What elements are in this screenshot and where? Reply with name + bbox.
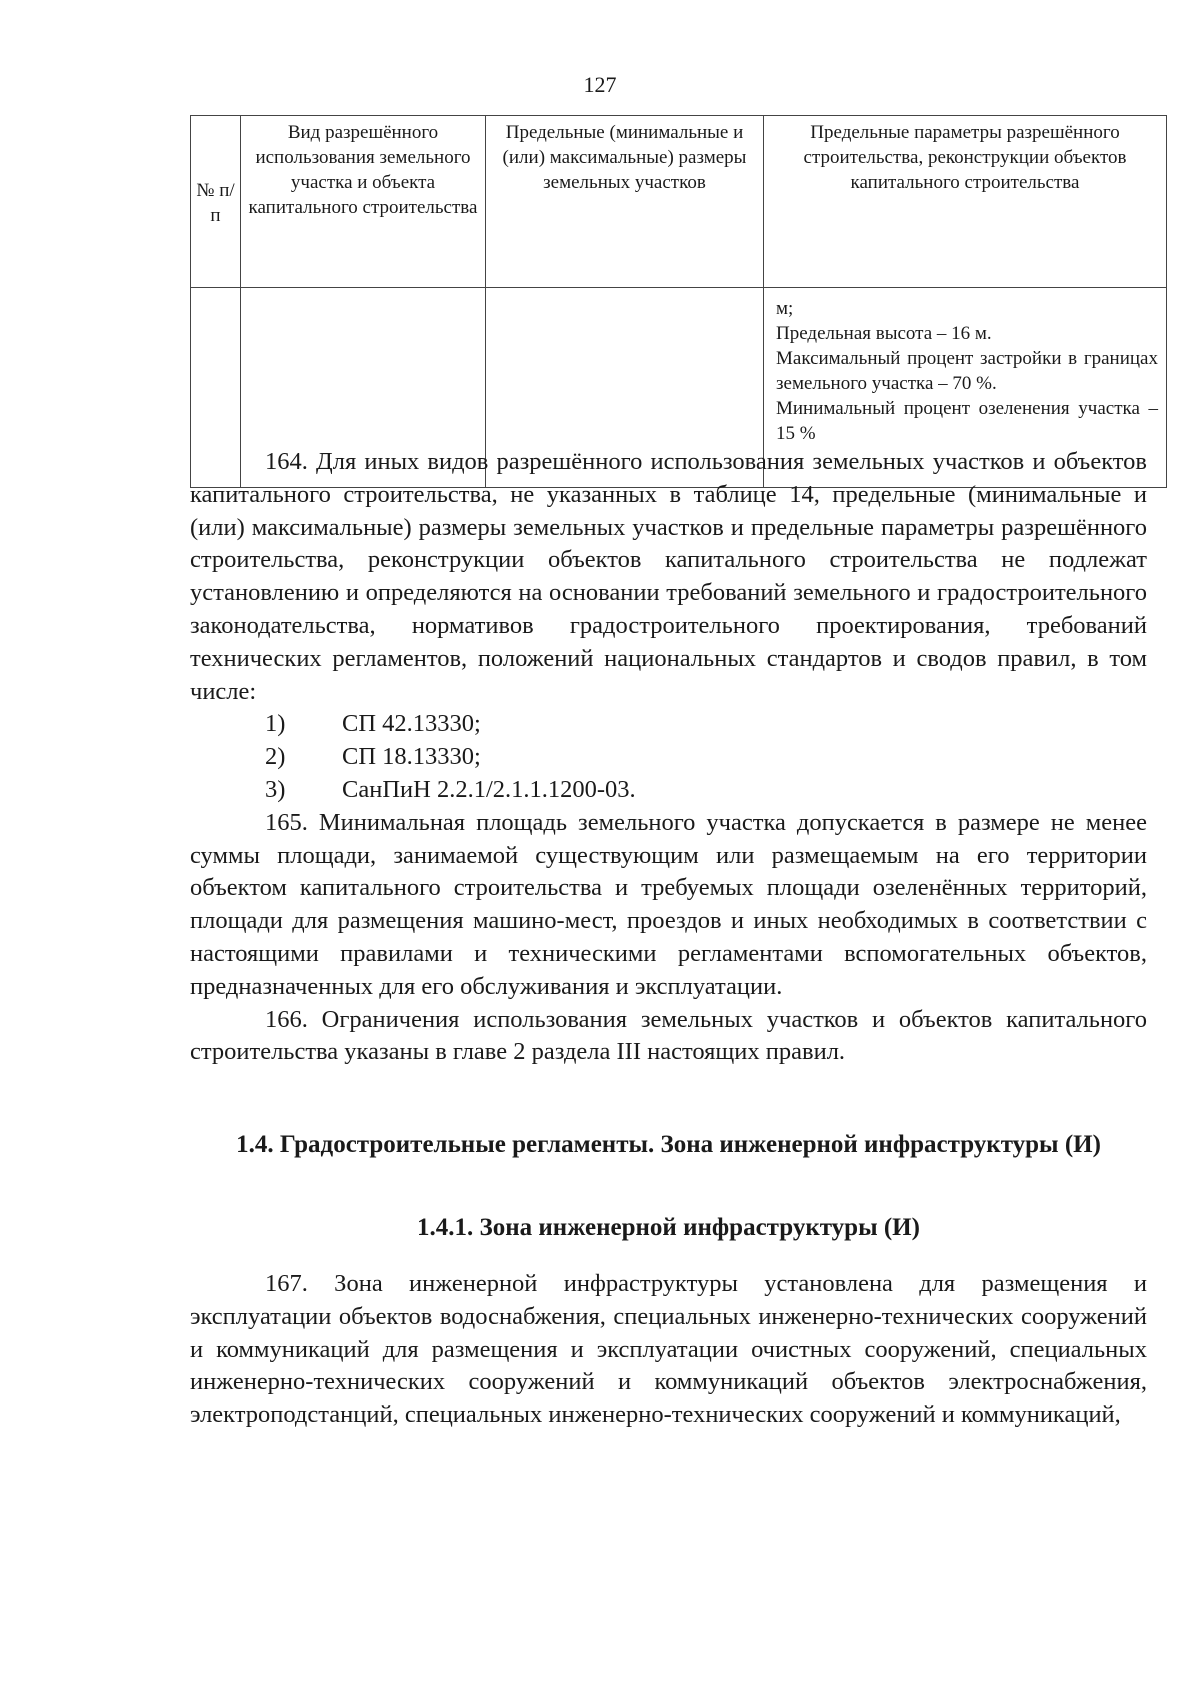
param-line: м; xyxy=(776,298,794,319)
paragraph-164: 164. Для иных видов разрешённого использования земельных участков и объектов капитального строительства, не указанных в таблице 14, предельные (минимальные и (или) максимальные) размеры земельных участков и предельные параметры разрешённого строительства, реконструкции объектов капитального строительства не подлежат установлению и определяются на основании требований земельного и градостроительного законодательства, нормативов градостроительного проектирования, требований технических регламентов, положений национальных стандартов и сводов правил, в том числе: xyxy=(190,448,1147,705)
table-header-row xyxy=(191,116,1167,288)
body-text-block xyxy=(190,446,1147,1069)
page-number: 127 xyxy=(583,72,617,97)
list-text: СП 18.13330; xyxy=(342,743,481,771)
header-number: № п/п xyxy=(191,116,241,288)
list-text: СанПиН 2.2.1/2.1.1.1200-03. xyxy=(342,775,636,803)
section-heading: 1.4. Градостроительные регламенты. Зона инженерной инфраструктуры (И) xyxy=(236,1131,1101,1158)
regulations-table xyxy=(190,115,1167,488)
list-number: 2) xyxy=(265,743,286,771)
list-text: СП 42.13330; xyxy=(342,710,481,738)
paragraph-165: 165. Минимальная площадь земельного участка допускается в размере не менее суммы площади, занимаемой существующим или размещаемым на его территории объектом капитального строительства и требуемых площади озеленённых территорий, площади для размещения машино-мест, проездов и иных необходимых в соответствии с настоящими правилами и техническими регламентами вспомогательных объектов, предназначенных для его обслуживания и эксплуатации. xyxy=(190,808,1147,1000)
list-item xyxy=(190,774,1147,807)
body-text-block-167 xyxy=(190,1268,1147,1432)
list-item xyxy=(190,741,1147,774)
list-item xyxy=(190,708,1147,741)
list-number: 3) xyxy=(265,775,286,803)
header-plot-size: Предельные (минимальные и (или) максимальные) размеры земельных участков xyxy=(486,116,764,288)
param-line: Минимальный процент озеленения участка – 15 % xyxy=(776,398,1158,444)
header-permitted-use: Вид разрешённого использования земельного участка и объекта капитального строительства xyxy=(241,116,486,288)
paragraph-166: 166. Ограничения использования земельных участков и объектов капитального строительства указаны в главе 2 раздела III настоящих правил. xyxy=(190,1005,1147,1066)
subsection-heading: 1.4.1. Зона инженерной инфраструктуры (И) xyxy=(417,1214,920,1241)
header-construction-params: Предельные параметры разрешённого строительства, реконструкции объектов капитального строительства xyxy=(764,116,1167,288)
list-number: 1) xyxy=(265,710,286,738)
paragraph-167: 167. Зона инженерной инфраструктуры установлена для размещения и эксплуатации объектов водоснабжения, специальных инженерно-технических сооружений и коммуникаций для размещения и эксплуатации очистных сооружений, специальных инженерно-технических сооружений и коммуникаций объектов электроснабжения, электроподстанций, специальных инженерно-технических сооружений и коммуникаций, xyxy=(190,1270,1147,1429)
param-line: Предельная высота – 16 м. xyxy=(776,323,992,344)
param-line: Максимальный процент застройки в границах земельного участка – 70 %. xyxy=(776,348,1158,394)
